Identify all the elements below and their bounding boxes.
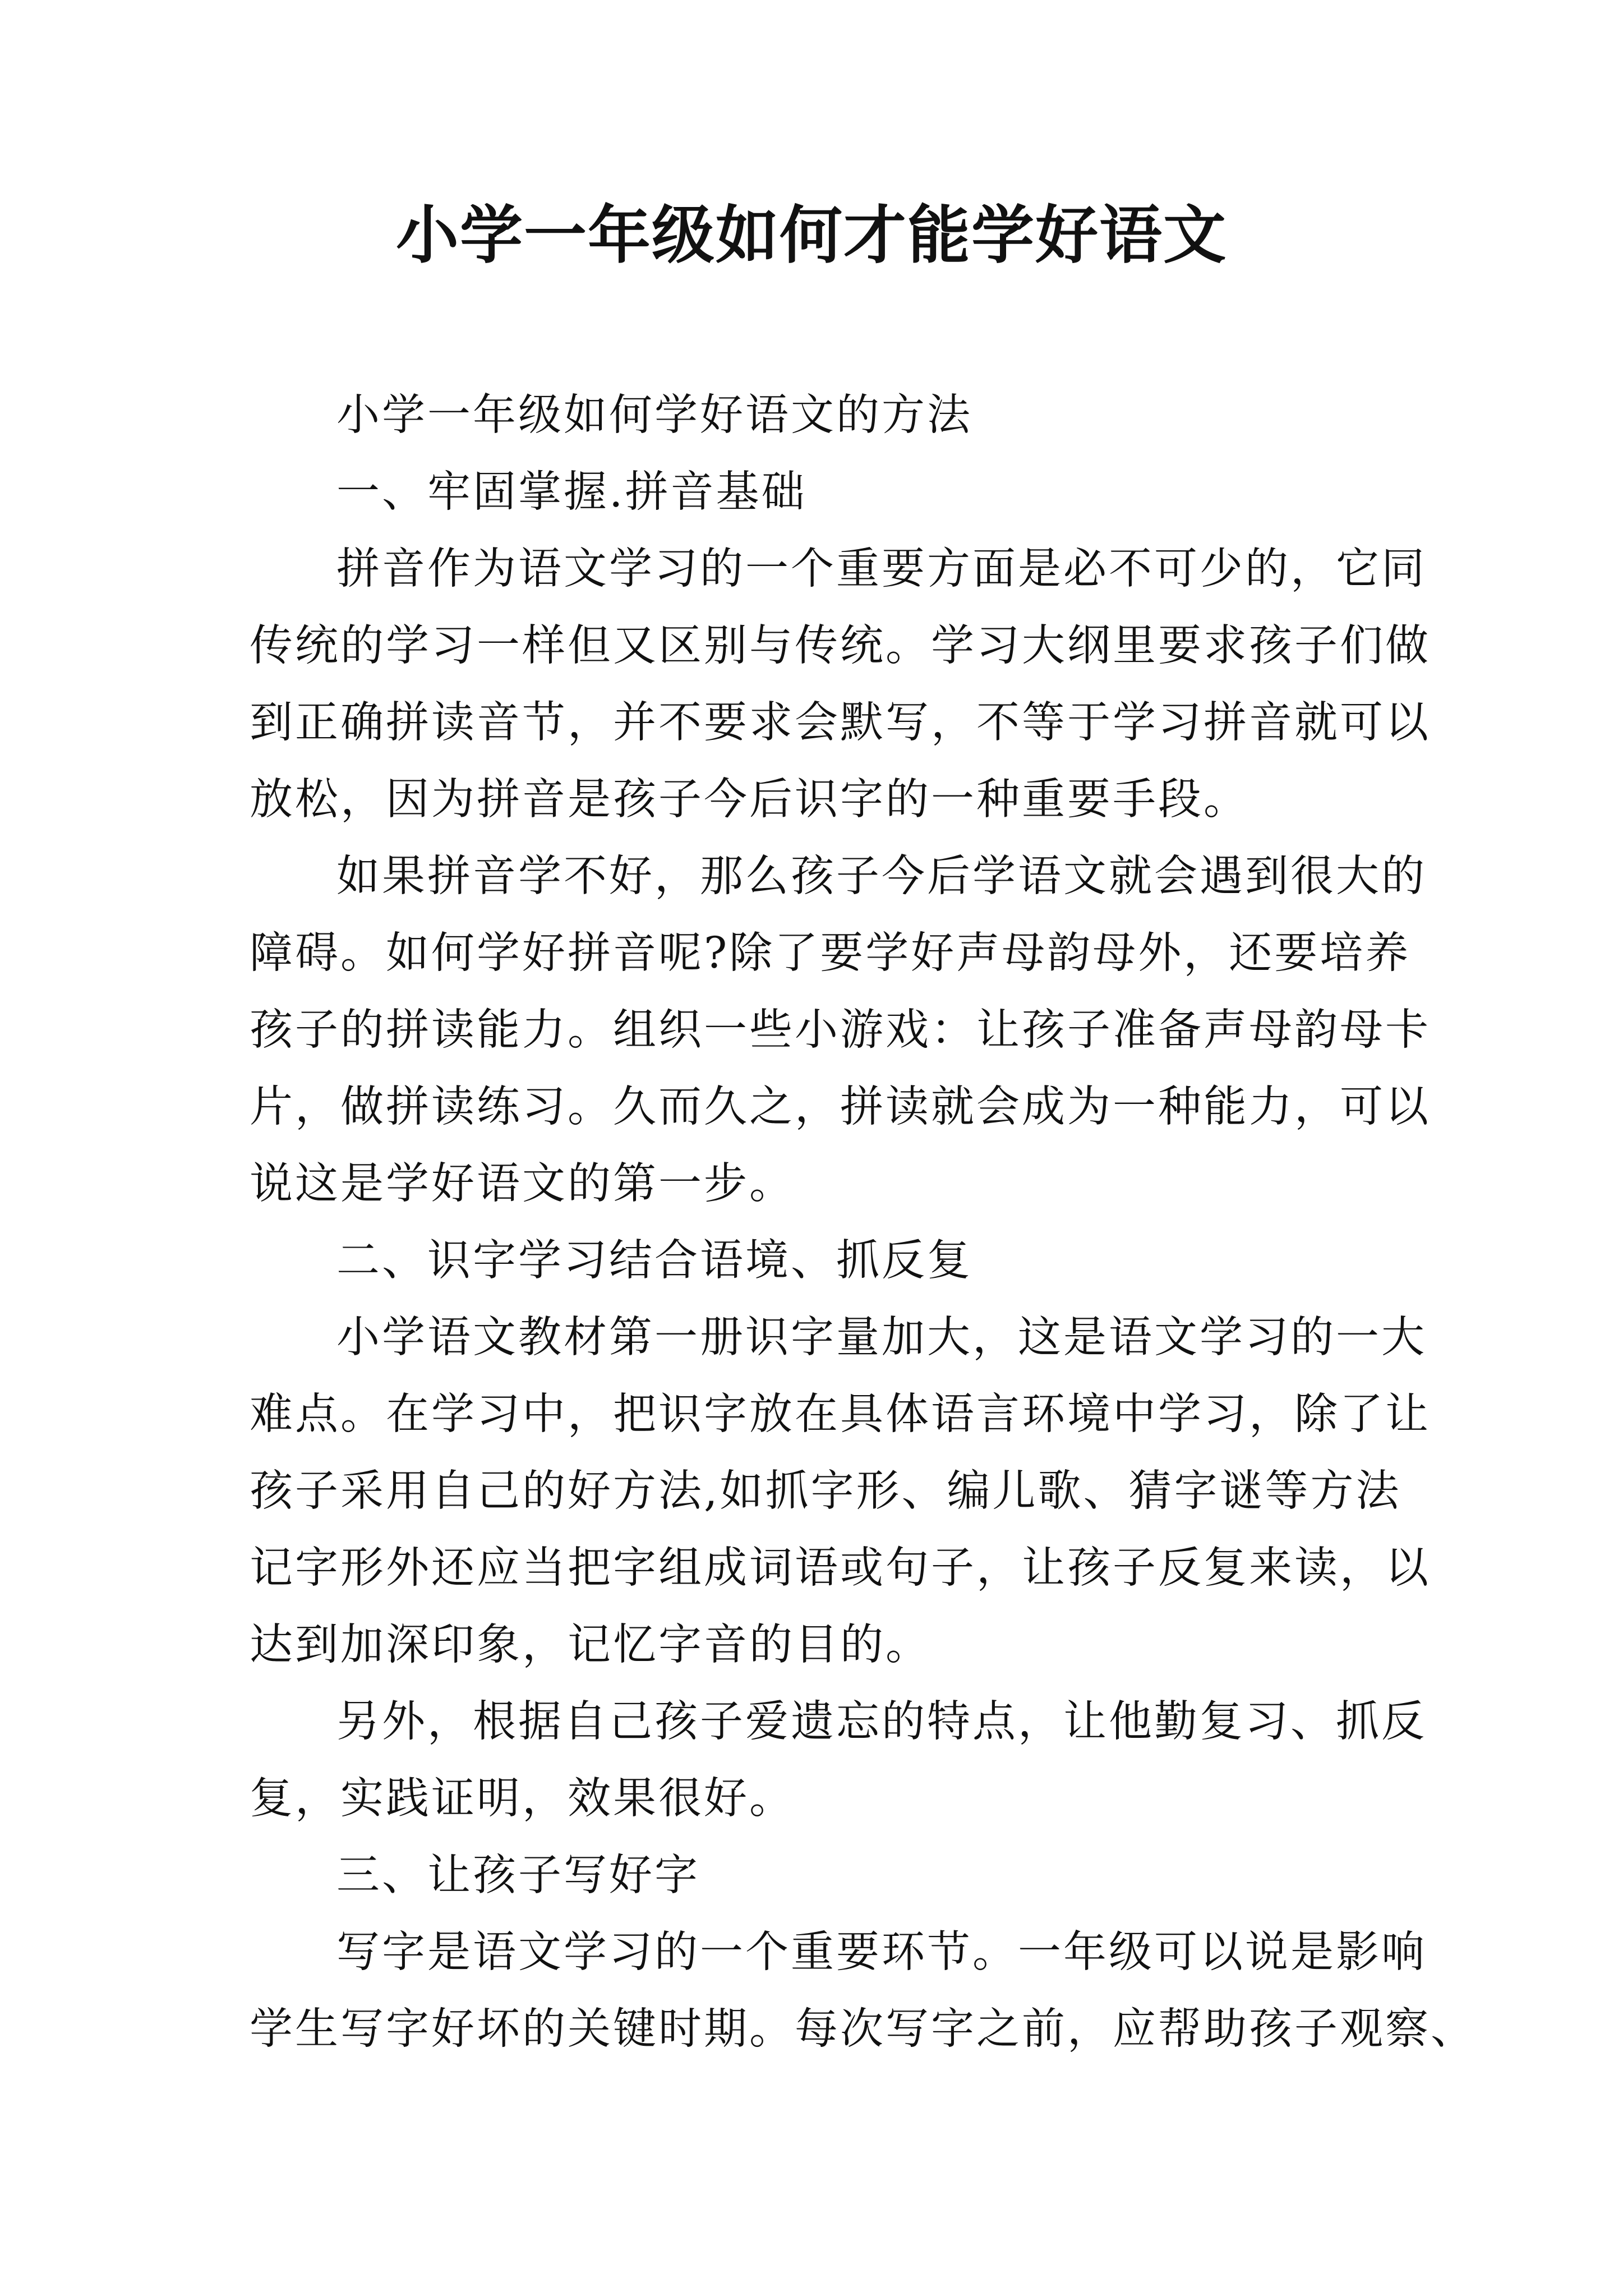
document-title: 小学一年级如何才能学好语文 (396, 199, 1227, 272)
paragraph-line: 孩子的拼读能力。组织一些小游戏：让孩子准备声母韵母卡 (250, 1005, 1431, 1055)
section-heading-3: 三、让孩子写好字 (336, 1851, 700, 1901)
document-body (250, 377, 1476, 2068)
paragraph-line: 达到加深印象，记忆字音的目的。 (250, 1620, 931, 1670)
subtitle-line: 小学一年级如何学好语文的方法 (336, 390, 972, 440)
paragraph-line: 另外，根据自己孩子爱遗忘的特点，让他勤复习、抓反 (336, 1697, 1427, 1747)
paragraph-line: 拼音作为语文学习的一个重要方面是必不可少的，它同 (336, 544, 1427, 594)
paragraph-line: 学生写字好坏的关键时期。每次写字之前，应帮助孩子观察、 (250, 2004, 1476, 2054)
paragraph-line: 如果拼音学不好，那么孩子今后学语文就会遇到很大的 (336, 852, 1427, 901)
paragraph-line: 传统的学习一样但又区别与传统。学习大纲里要求孩子们做 (250, 621, 1431, 671)
section-heading-2: 二、识字学习结合语境、抓反复 (336, 1236, 972, 1286)
paragraph-line: 写字是语文学习的一个重要环节。一年级可以说是影响 (336, 1927, 1427, 1977)
paragraph-line: 放松，因为拼音是孩子今后识字的一种重要手段。 (250, 775, 1249, 825)
paragraph-line: 孩子采用自己的好方法,如抓字形、编儿歌、猜字谜等方法 (250, 1466, 1401, 1516)
paragraph-line: 片，做拼读练习。久而久之，拼读就会成为一种能力，可以 (250, 1082, 1431, 1132)
paragraph-line: 难点。在学习中，把识字放在具体语言环境中学习，除了让 (250, 1389, 1431, 1439)
paragraph-line: 到正确拼读音节，并不要求会默写，不等于学习拼音就可以 (250, 698, 1431, 748)
paragraph-line: 复，实践证明，效果很好。 (250, 1774, 795, 1824)
paragraph-line: 说这是学好语文的第一步。 (250, 1159, 795, 1209)
paragraph-line: 小学语文教材第一册识字量加大，这是语文学习的一大 (336, 1313, 1427, 1363)
paragraph-line: 障碍。如何学好拼音呢?除了要学好声母韵母外，还要培养 (250, 928, 1411, 978)
section-heading-1: 一、牢固掌握.拼音基础 (336, 467, 807, 517)
paragraph-line: 记字形外还应当把字组成词语或句子，让孩子反复来读，以 (250, 1543, 1431, 1593)
